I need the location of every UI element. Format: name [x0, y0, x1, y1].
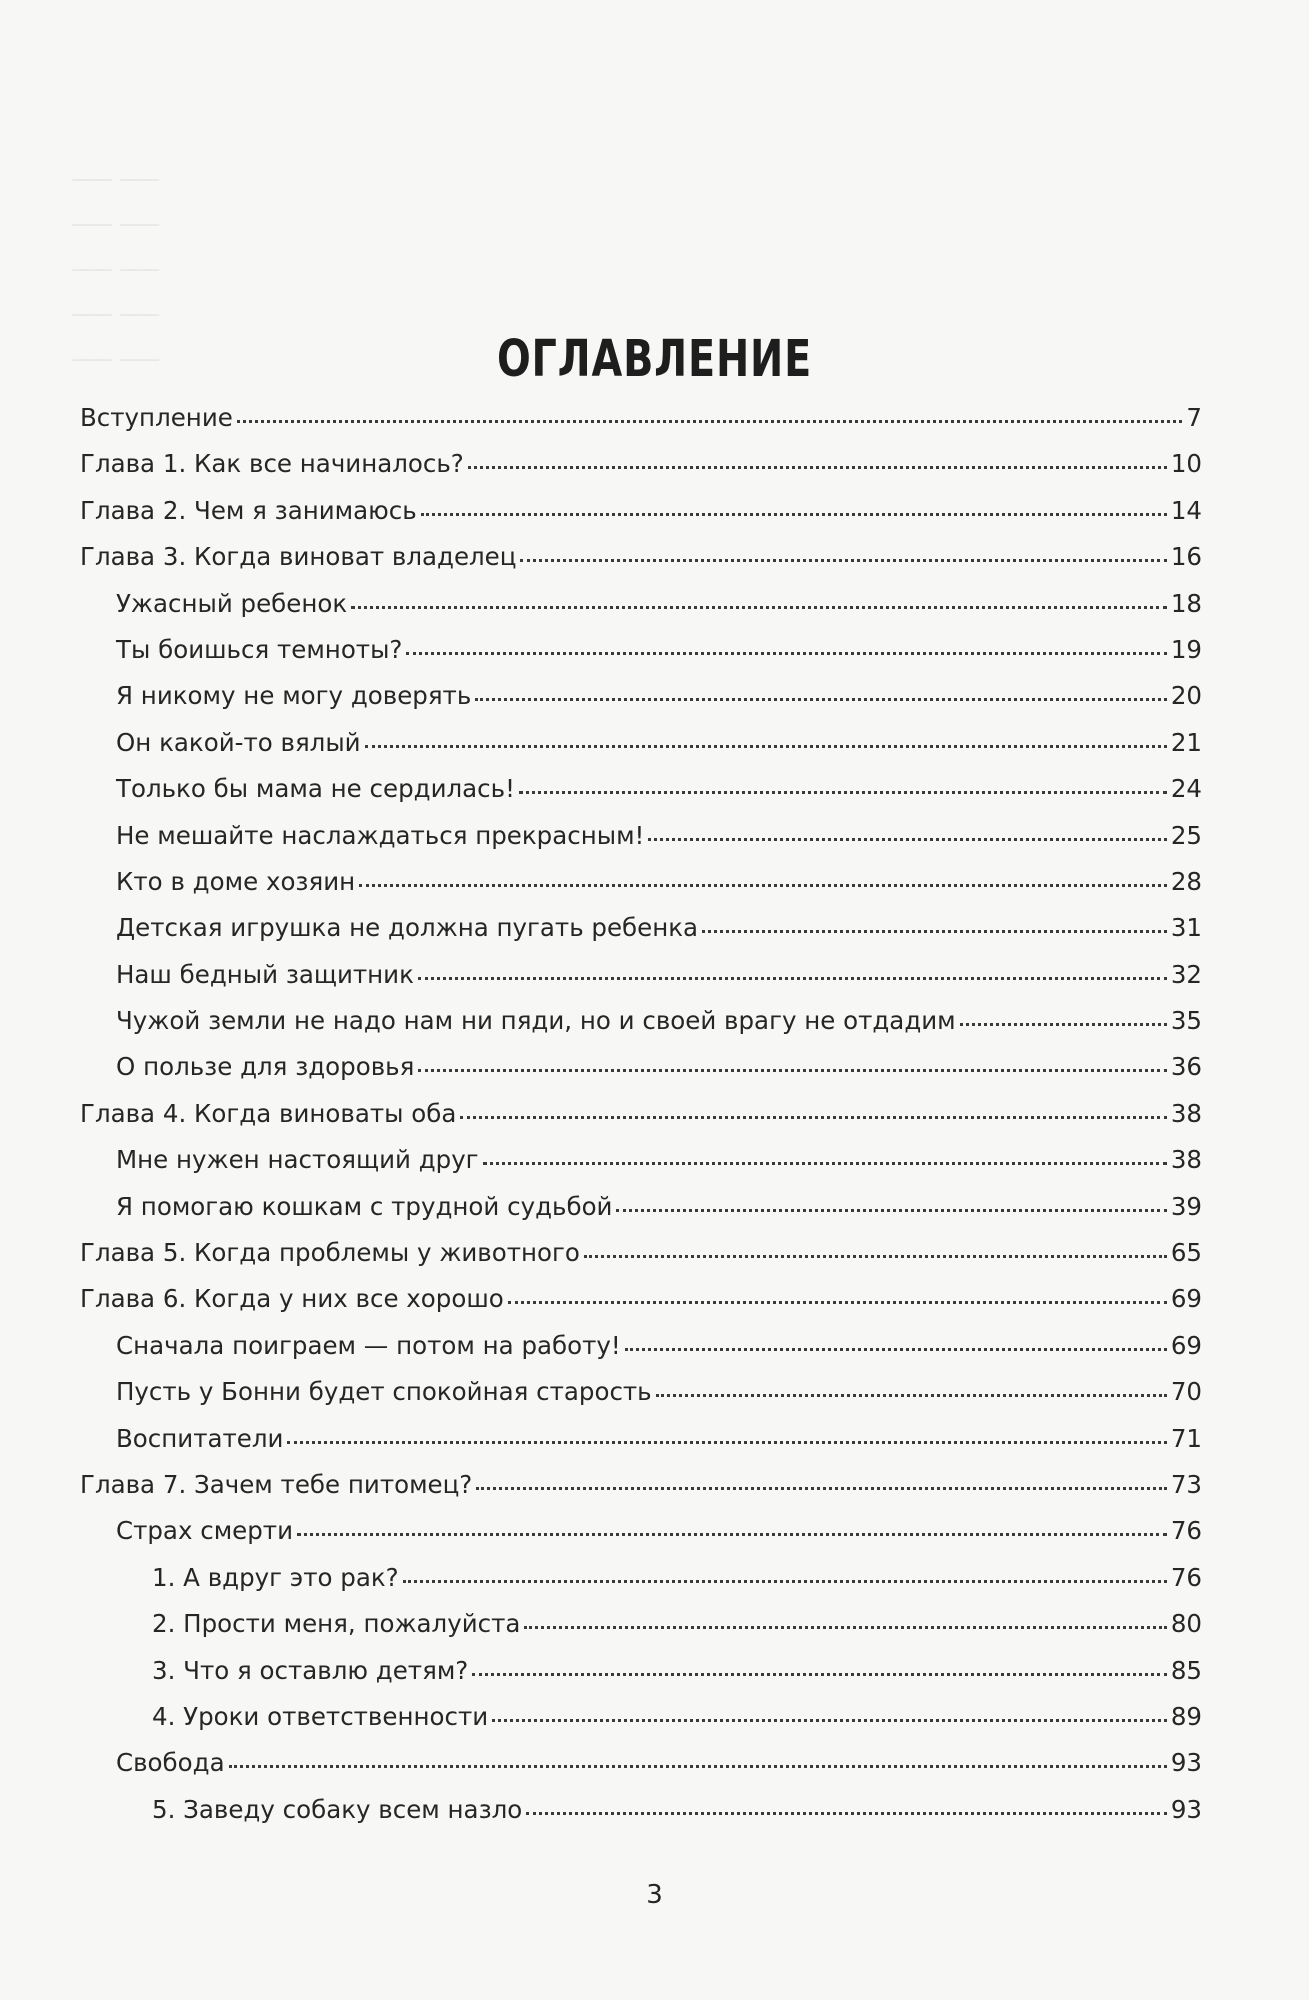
toc-entry[interactable]	[80, 1648, 1202, 1694]
toc-entry[interactable]	[80, 1230, 1202, 1276]
toc-entry[interactable]	[80, 1369, 1202, 1415]
dot-leader	[702, 930, 1167, 933]
dot-leader	[475, 698, 1167, 701]
toc-entry-label: О пользе для здоровья	[116, 1052, 415, 1082]
toc-entry-label: Глава 4. Когда виноваты оба	[80, 1098, 457, 1128]
dot-leader	[524, 1626, 1166, 1629]
toc-entry-label: Глава 1. Как все начиналось?	[80, 449, 464, 479]
dot-leader	[483, 1162, 1167, 1165]
toc-entry[interactable]	[80, 813, 1202, 859]
toc-entry-label: Вступление	[80, 403, 233, 432]
dot-leader	[584, 1255, 1167, 1258]
dot-leader	[237, 420, 1183, 423]
toc-entry-label: Глава 3. Когда виноват владелец	[80, 542, 517, 572]
show-through-bleed: ___ ___ ___ ___ ___ ___ ___ ___ ___ ___	[72, 152, 159, 362]
dot-leader	[359, 884, 1167, 887]
toc-entry-label: Я помогаю кошкам с трудной судьбой	[116, 1191, 613, 1221]
toc-entry-label: Он какой-то вялый	[116, 727, 361, 757]
dot-leader	[492, 1719, 1167, 1722]
toc-entry[interactable]	[80, 1044, 1202, 1090]
dot-leader	[421, 513, 1167, 516]
toc-entry[interactable]	[80, 1323, 1202, 1369]
toc-entry-label: Чужой земли не надо нам ни пяди, но и своей врагу не отдадим	[116, 1006, 956, 1036]
toc-entry[interactable]	[80, 1601, 1202, 1647]
toc-entry-label: Только бы мама не сердилась!	[116, 774, 515, 804]
toc-entry[interactable]	[80, 1787, 1202, 1833]
toc-entry-page: 89	[1170, 1701, 1202, 1731]
toc-entry[interactable]	[80, 952, 1202, 998]
toc-entry-label: Ты боишься темноты?	[116, 634, 403, 664]
toc-entry-label: Страх смерти	[116, 1516, 294, 1546]
toc-entry[interactable]	[80, 1508, 1202, 1554]
toc-entry-label: Кто в доме хозяин	[116, 866, 356, 896]
dot-leader	[297, 1533, 1167, 1536]
dot-leader	[468, 466, 1167, 469]
toc-entry-page: 69	[1170, 1330, 1202, 1360]
dot-leader	[403, 1580, 1167, 1583]
toc-entry[interactable]	[80, 534, 1202, 580]
toc-entry-page: 70	[1170, 1377, 1202, 1407]
toc-entry-page: 31	[1170, 913, 1202, 943]
toc-entry-label: 5. Заведу собаку всем назло	[152, 1794, 523, 1824]
dot-leader	[229, 1765, 1167, 1768]
dot-leader	[476, 1487, 1167, 1490]
toc-entry-page: 36	[1170, 1052, 1202, 1082]
toc-entry-page: 19	[1170, 634, 1202, 664]
toc-entry-page: 20	[1170, 681, 1202, 711]
dot-leader	[508, 1301, 1167, 1304]
toc-entry-label: Я никому не могу доверять	[116, 681, 472, 711]
table-of-contents	[80, 395, 1202, 1833]
dot-leader	[351, 606, 1167, 609]
toc-entry-page: 38	[1170, 1145, 1202, 1175]
toc-entry-label: Пусть у Бонни будет спокойная старость	[116, 1377, 652, 1407]
toc-entry-page: 73	[1170, 1469, 1202, 1499]
toc-entry[interactable]	[80, 395, 1202, 441]
dot-leader	[960, 1023, 1167, 1026]
toc-entry-page: 21	[1170, 727, 1202, 757]
toc-entry[interactable]	[80, 581, 1202, 627]
toc-entry-label: Наш бедный защитник	[116, 959, 414, 989]
toc-entry-label: Воспитатели	[116, 1423, 284, 1453]
toc-entry-page: 18	[1170, 588, 1202, 618]
toc-entry[interactable]	[80, 1091, 1202, 1137]
dot-leader	[625, 1348, 1167, 1351]
toc-entry-page: 71	[1170, 1423, 1202, 1453]
dot-leader	[519, 791, 1167, 794]
toc-entry[interactable]	[80, 627, 1202, 673]
toc-entry[interactable]	[80, 1694, 1202, 1740]
dot-leader	[656, 1394, 1167, 1397]
toc-entry[interactable]	[80, 998, 1202, 1044]
toc-entry-page: 65	[1170, 1238, 1202, 1268]
toc-entry[interactable]	[80, 441, 1202, 487]
toc-entry[interactable]	[80, 1555, 1202, 1601]
toc-entry-label: Свобода	[116, 1748, 225, 1778]
toc-entry[interactable]	[80, 905, 1202, 951]
toc-entry[interactable]	[80, 859, 1202, 905]
dot-leader	[526, 1812, 1167, 1815]
toc-entry-page: 80	[1170, 1609, 1202, 1639]
toc-entry[interactable]	[80, 1416, 1202, 1462]
dot-leader	[365, 745, 1167, 748]
toc-entry-label: Ужасный ребенок	[116, 588, 348, 618]
toc-entry-label: 4. Уроки ответственности	[152, 1701, 489, 1731]
toc-entry[interactable]	[80, 766, 1202, 812]
toc-entry-page: 7	[1186, 403, 1202, 432]
page-number: 3	[646, 1880, 663, 1910]
toc-entry[interactable]	[80, 673, 1202, 719]
dot-leader	[460, 1116, 1166, 1119]
toc-entry-page: 32	[1170, 959, 1202, 989]
toc-entry[interactable]	[80, 1462, 1202, 1508]
toc-entry-page: 76	[1170, 1516, 1202, 1546]
toc-entry[interactable]	[80, 1137, 1202, 1183]
toc-entry-page: 28	[1170, 866, 1202, 896]
toc-entry-label: Глава 2. Чем я занимаюсь	[80, 495, 417, 525]
toc-entry-label: Глава 7. Зачем тебе питомец?	[80, 1469, 473, 1499]
page-title: ОГЛАВЛЕНИЕ	[496, 330, 813, 390]
toc-entry-page: 85	[1170, 1655, 1202, 1685]
toc-entry-page: 24	[1170, 774, 1202, 804]
dot-leader	[520, 559, 1166, 562]
toc-entry[interactable]	[80, 1740, 1202, 1786]
toc-entry-page: 76	[1170, 1562, 1202, 1592]
dot-leader	[472, 1673, 1167, 1676]
toc-entry[interactable]	[80, 720, 1202, 766]
toc-entry-label: Не мешайте наслаждаться прекрасным!	[116, 820, 645, 850]
toc-entry-label: 2. Прости меня, пожалуйста	[152, 1609, 521, 1639]
toc-entry-label: 1. А вдруг это рак?	[152, 1562, 399, 1592]
toc-entry[interactable]	[80, 1276, 1202, 1322]
dot-leader	[287, 1441, 1166, 1444]
toc-entry-page: 69	[1170, 1284, 1202, 1314]
toc-entry-page: 38	[1170, 1098, 1202, 1128]
toc-entry-label: 3. Что я оставлю детям?	[152, 1655, 469, 1685]
toc-entry-label: Сначала поиграем — потом на работу!	[116, 1330, 621, 1360]
toc-entry-label: Мне нужен настоящий друг	[116, 1145, 479, 1175]
toc-entry[interactable]	[80, 488, 1202, 534]
toc-entry-page: 25	[1170, 820, 1202, 850]
toc-entry-page: 16	[1170, 542, 1202, 572]
dot-leader	[406, 652, 1166, 655]
dot-leader	[418, 1069, 1167, 1072]
toc-entry-page: 10	[1170, 449, 1202, 479]
toc-entry-page: 14	[1170, 495, 1202, 525]
toc-entry-label: Детская игрушка не должна пугать ребенка	[116, 913, 699, 943]
toc-entry-page: 35	[1170, 1006, 1202, 1036]
toc-entry-page: 93	[1170, 1794, 1202, 1824]
toc-entry-page: 93	[1170, 1748, 1202, 1778]
dot-leader	[648, 838, 1166, 841]
toc-entry-page: 39	[1170, 1191, 1202, 1221]
toc-entry-label: Глава 6. Когда у них все хорошо	[80, 1284, 504, 1314]
dot-leader	[616, 1209, 1166, 1212]
toc-entry-label: Глава 5. Когда проблемы у животного	[80, 1238, 580, 1268]
toc-entry[interactable]	[80, 1184, 1202, 1230]
dot-leader	[418, 977, 1167, 980]
